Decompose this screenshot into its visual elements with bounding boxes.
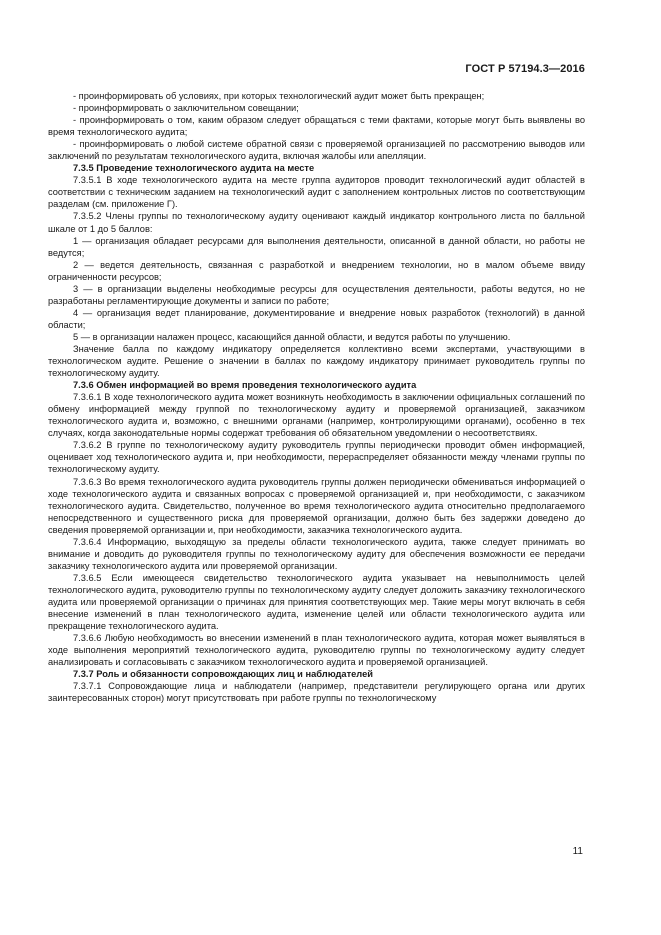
list-item: - проинформировать о любой системе обратной связи с проверяемой организацией по рассмотрению выводов или заключений по результатам технологического аудита, включая жалобы или апелляции. (48, 139, 585, 162)
list-item: - проинформировать об условиях, при которых технологический аудит может быть прекращен; (73, 91, 485, 101)
paragraph: 7.3.6.3 Во время технологического аудита руководитель группы должен периодически обмениваться информацией о ходе технологического аудита и связанных вопросах с проверяемой организацией и, при необходимости, с заказчиком технологического аудита. Свидетельство, полученное во время технологического аудита относительно предполагаемого непосредственного и существенного риска для проверяемой организации, должно быть без задержки доведено до сведения проверяемой организации и, при необходимости, заказчика технологического аудита. (48, 476, 585, 535)
paragraph: 7.3.7.1 Сопровождающие лица и наблюдатели (например, представители регулирующего органа или других заинтересованных сторон) могут присутствовать при работе группы по технологическому (48, 681, 585, 704)
paragraph: 7.3.6.6 Любую необходимость во внесении изменений в план технологического аудита, которая может выявляться в ходе выполнения мероприятий технологического аудита, руководителю группы по технологическому аудиту следует анализировать и согласовывать с заказчиком технологического аудита и проверяемой организацией. (48, 633, 585, 668)
section-heading: 7.3.6 Обмен информацией во время проведения технологического аудита (73, 380, 417, 391)
paragraph: 7.3.6.1 В ходе технологического аудита может возникнуть необходимость в заключении официальных соглашений по обмену информацией между группой по технологическому аудиту и проверяемой организацией, заказчиком технологического аудита и, возможно, с внешними органами (например, контролирующими органами), особенно в тех случаях, когда законодательные нормы содержат требования об обязательном уведомлении о несоответствиях. (48, 392, 585, 439)
list-item: - проинформировать о том, каким образом следует обращаться с теми фактами, которые могут быть выявлены во время технологического аудита; (48, 115, 585, 138)
list-item: 1 — организация обладает ресурсами для выполнения деятельности, описанной в данной области, но работы не ведутся; (48, 235, 585, 258)
list-item: - проинформировать о заключительном совещании; (73, 103, 299, 114)
paragraph: 7.3.5.1 В ходе технологического аудита на месте группа аудиторов проводит технологический аудит областей в соответствии с техническим заданием на технологический аудит с заполнением контрольных листов по соответствующим разделам (см. приложение Г). (48, 175, 585, 210)
document-body (48, 90, 585, 704)
list-item: 5 — в организации налажен процесс, касающийся данной области, и ведутся работы по улучшению. (73, 331, 511, 342)
paragraph: 7.3.6.4 Информацию, выходящую за пределы области технологического аудита, также следует принимать во внимание и доводить до руководителя группы по технологическому аудиту для обеспечения возможности ее передачи заказчику технологического аудита или проверяемой организации. (48, 536, 585, 571)
paragraph: 7.3.5.2 Члены группы по технологическому аудиту оценивают каждый индикатор контрольного листа по балльной шкале от 1 до 5 баллов: (48, 211, 585, 234)
list-item: 3 — в организации выделены необходимые ресурсы для осуществления деятельности, работы ведутся, но не разработаны регламентирующие документы и записи по работе; (48, 283, 585, 306)
paragraph: 7.3.6.2 В группе по технологическому аудиту руководитель группы периодически проводит обмен информацией, оценивает ход технологического аудита и, при необходимости, перераспределяет обязанности между членами группы по технологическому аудиту. (48, 440, 585, 475)
list-item: 2 — ведется деятельность, связанная с разработкой и внедрением технологии, но в малом объеме ввиду ограниченности ресурсов; (48, 259, 585, 282)
section-heading: 7.3.5 Проведение технологического аудита на месте (73, 163, 315, 174)
page-number: 11 (572, 846, 583, 857)
document-header: ГОСТ Р 57194.3—2016 (465, 63, 585, 75)
section-heading: 7.3.7 Роль и обязанности сопровождающих лиц и наблюдателей (73, 669, 373, 680)
paragraph: 7.3.6.5 Если имеющееся свидетельство технологического аудита указывает на невыполнимость целей технологического аудита, руководителю группы по технологическому аудиту следует доложить заказчику технологического аудита или проверяемой организации о причинах для принятия соответствующих мер. Такие меры могут включать в себя внесение изменений в план технологического аудита, изменение целей или области технологического аудита или прекращение технологического аудита. (48, 572, 585, 632)
paragraph: Значение балла по каждому индикатору определяется коллективно всеми экспертами, участвующими в технологическом аудите. Решение о значении в баллах по каждому индикатору принимает руководитель группы по технологическому аудиту. (48, 343, 585, 379)
list-item: 4 — организация ведет планирование, документирование и внедрение новых разработок (технологий) в данной области; (48, 307, 585, 330)
